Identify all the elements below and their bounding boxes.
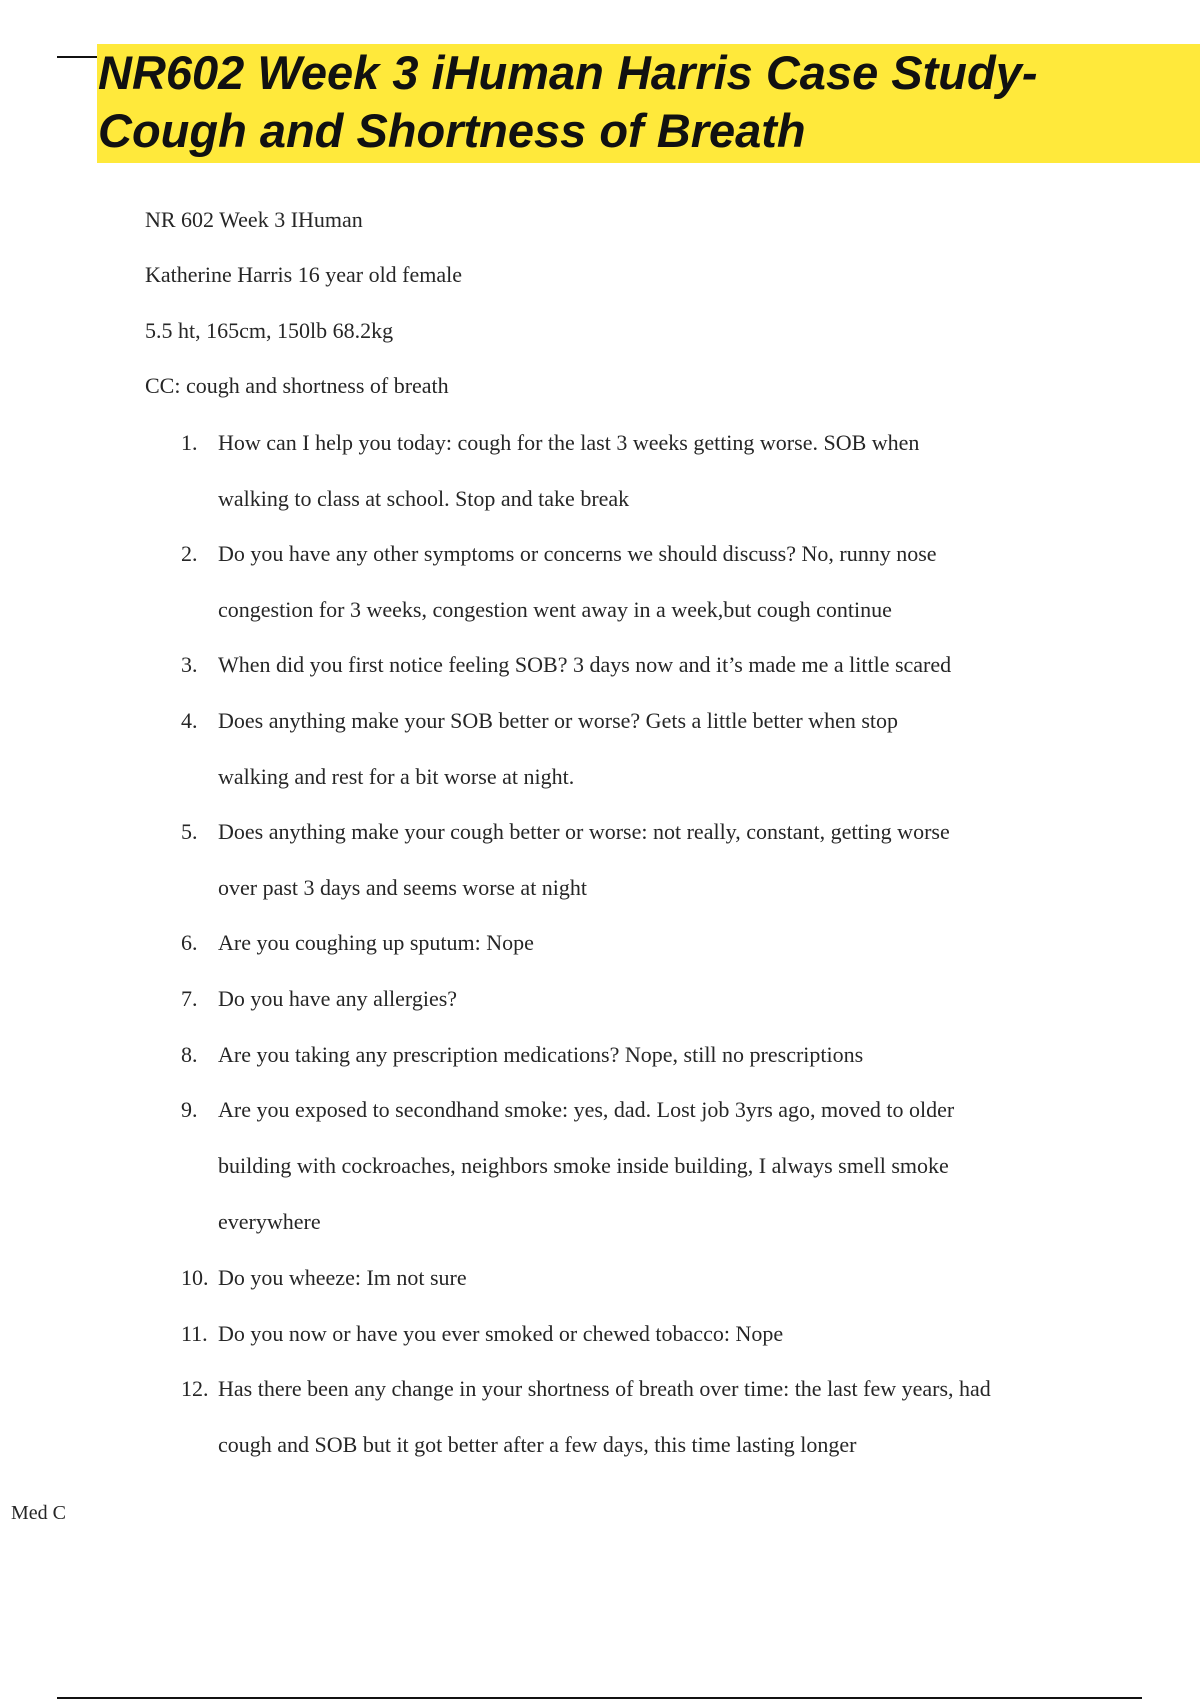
item-number: 3.: [181, 652, 198, 677]
item-line: How can I help you today: cough for the last 3 weeks getting worse. SOB when: [218, 430, 920, 455]
item-line: Do you have any other symptoms or concerns we should discuss? No, runny nose: [218, 541, 937, 566]
item-line: When did you first notice feeling SOB? 3 days now and it’s made me a little scared: [218, 652, 952, 677]
item-number: 6.: [181, 930, 198, 955]
bottom-rule: [57, 1697, 1142, 1699]
item-text: [218, 1361, 1098, 1473]
item-line: cough and SOB but it got better after a few days, this time lasting longer: [218, 1432, 857, 1457]
footer-note: Med C: [11, 1502, 66, 1524]
item-line: building with cockroaches, neighbors smoke inside building, I always smell smoke: [218, 1153, 949, 1178]
item-number: 12.: [181, 1376, 209, 1401]
course-line: NR 602 Week 3 IHuman: [145, 207, 363, 232]
item-text: [218, 693, 1098, 805]
item-text: [218, 1250, 1098, 1306]
item-text: [218, 637, 1098, 693]
item-line: Does anything make your cough better or worse: not really, constant, getting worse: [218, 819, 950, 844]
item-number: 11.: [181, 1321, 208, 1346]
item-line: Are you coughing up sputum: Nope: [218, 930, 534, 955]
item-text: [218, 971, 1098, 1027]
top-rule: [57, 56, 99, 58]
item-line: Do you now or have you ever smoked or chewed tobacco: Nope: [218, 1321, 784, 1346]
item-text: [218, 415, 1098, 527]
item-text: [218, 1082, 1098, 1250]
item-number: 1.: [181, 430, 198, 455]
item-line: walking and rest for a bit worse at night.: [218, 764, 575, 789]
item-text: [218, 526, 1098, 638]
item-line: Has there been any change in your shortness of breath over time: the last few years, had: [218, 1376, 991, 1401]
item-line: over past 3 days and seems worse at night: [218, 875, 588, 900]
item-line: Are you exposed to secondhand smoke: yes, dad. Lost job 3yrs ago, moved to older: [218, 1097, 955, 1122]
item-line: Are you taking any prescription medications? Nope, still no prescriptions: [218, 1042, 864, 1067]
measurements-line: 5.5 ht, 165cm, 150lb 68.2kg: [145, 318, 394, 343]
item-line: everywhere: [218, 1209, 321, 1234]
item-number: 4.: [181, 708, 198, 733]
item-text: [218, 804, 1098, 916]
chief-complaint-line: CC: cough and shortness of breath: [145, 373, 449, 398]
item-text: [218, 915, 1098, 971]
item-number: 9.: [181, 1097, 198, 1122]
item-text: [218, 1306, 1098, 1362]
document-title: [98, 44, 1188, 160]
title-line-2: Cough and Shortness of Breath: [98, 104, 806, 157]
item-line: congestion for 3 weeks, congestion went away in a week,but cough continue: [218, 597, 892, 622]
item-text: [218, 1027, 1098, 1083]
item-number: 8.: [181, 1042, 198, 1067]
item-number: 10.: [181, 1265, 209, 1290]
item-number: 2.: [181, 541, 198, 566]
title-line-1: NR602 Week 3 iHuman Harris Case Study-: [98, 46, 1038, 99]
patient-line: Katherine Harris 16 year old female: [145, 262, 463, 287]
item-number: 7.: [181, 986, 198, 1011]
item-line: Do you have any allergies?: [218, 986, 458, 1011]
item-line: Does anything make your SOB better or worse? Gets a little better when stop: [218, 708, 899, 733]
item-line: Do you wheeze: Im not sure: [218, 1265, 467, 1290]
item-number: 5.: [181, 819, 198, 844]
item-line: walking to class at school. Stop and take break: [218, 486, 630, 511]
